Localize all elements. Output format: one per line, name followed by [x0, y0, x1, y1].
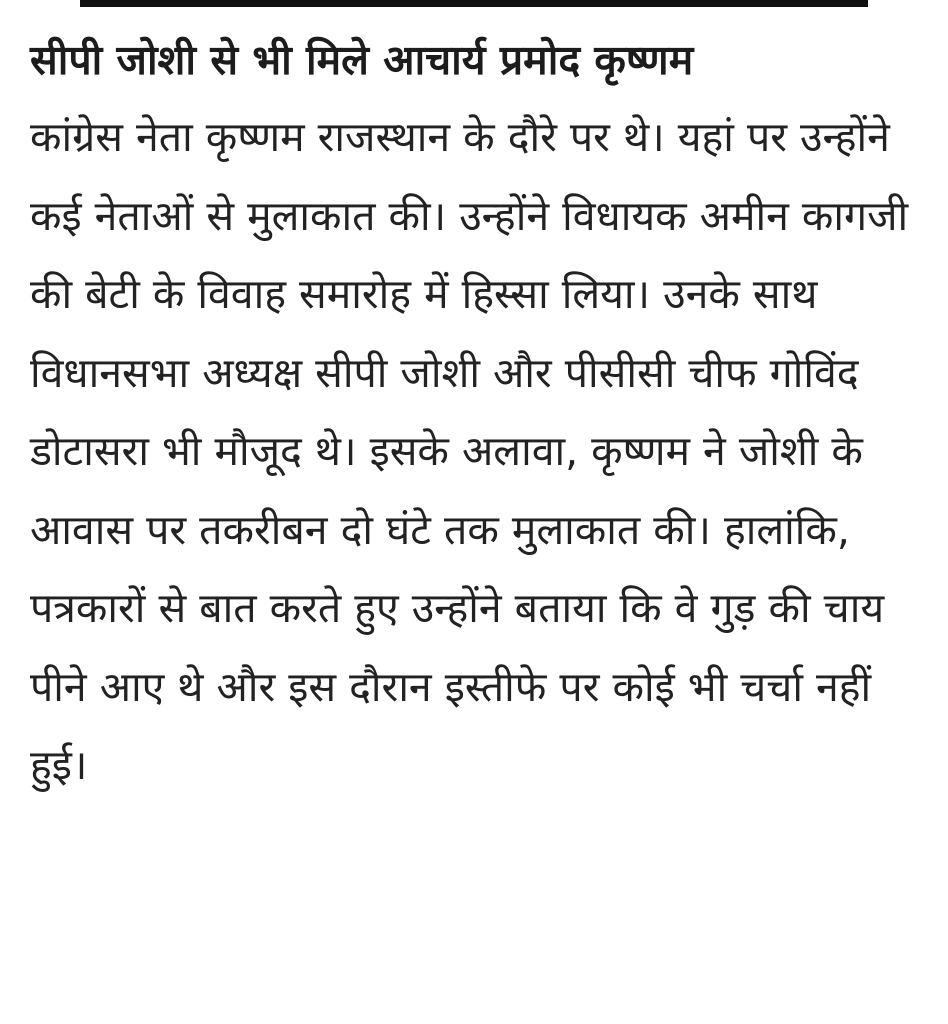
- article-body: कांग्रेस नेता कृष्णम राजस्थान के दौरे पर थे। यहां पर उन्होंने कई नेताओं से मुलाकात की। उन्होंने विधायक अमीन कागजी की बेटी के विवाह समारोह में हिस्सा लिया। उनके साथ विधानसभा अध्यक्ष सीपी जोशी और पीसीसी चीफ गोविंद डोटासरा भी मौजूद थे। इसके अलावा, कृष्णम ने जोशी के आवास पर तकरीबन दो घंटे तक मुलाकात की। हालांकि, पत्रकारों से बात करते हुए उन्होंने बताया कि वे गुड़ की चाय पीने आए थे और इस दौरान इस्तीफे पर कोई भी चर्चा नहीं हुई।: [30, 113, 909, 789]
- article-headline: सीपी जोशी से भी मिले आचार्य प्रमोद कृष्णम: [30, 36, 694, 84]
- top-divider-bar: [80, 0, 868, 7]
- article: [30, 22, 930, 805]
